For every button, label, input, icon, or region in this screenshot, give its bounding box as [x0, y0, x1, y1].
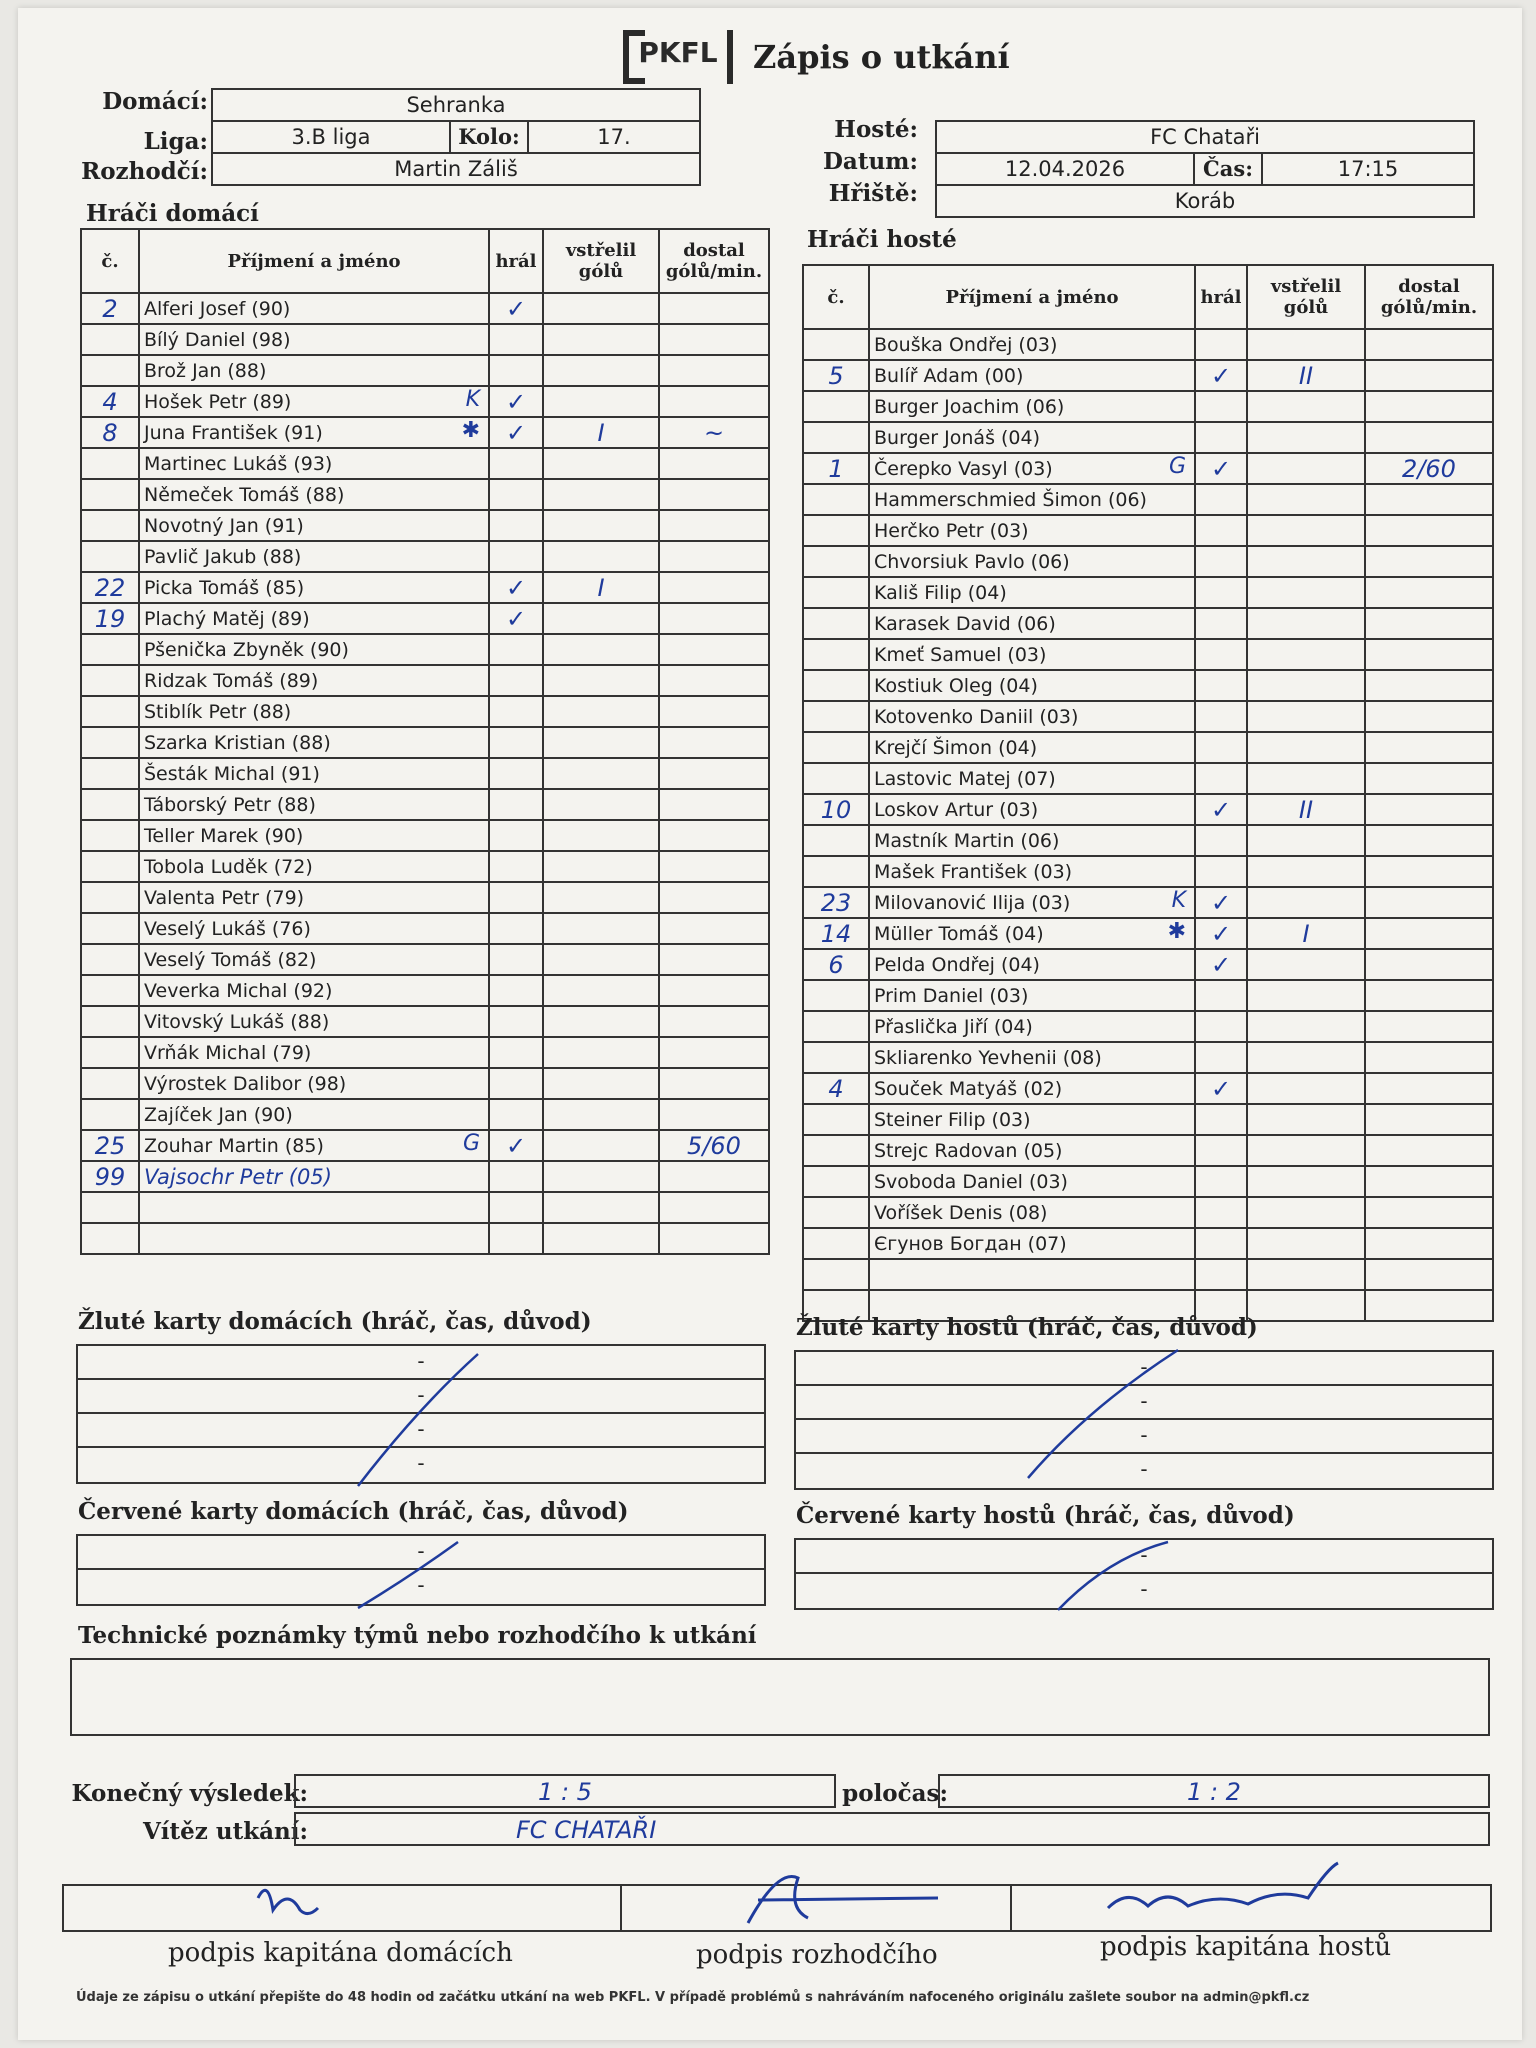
played-check[interactable]: ✓	[1195, 360, 1247, 391]
player-name-text: Plachý Matěj (89)	[144, 607, 310, 630]
player-name-text: Herčko Petr (03)	[874, 519, 1029, 542]
player-mark: ✱	[1167, 919, 1186, 944]
player-name-text: Brož Jan (88)	[144, 359, 267, 382]
player-name-text: Novotný Jan (91)	[144, 514, 304, 537]
player-name-text: Müller Tomáš (04)	[874, 922, 1044, 945]
player-name-text: Souček Matyáš (02)	[874, 1077, 1063, 1100]
goals-scored[interactable]: II	[1247, 360, 1365, 391]
player-number[interactable]: 23	[803, 887, 869, 918]
strike-line	[358, 1354, 478, 1486]
player-name-text: Єгунов Богдан (07)	[874, 1232, 1067, 1255]
half-time-label: poločas:	[842, 1780, 948, 1807]
player-name-text: Steiner Filip (03)	[874, 1108, 1031, 1131]
player-name-text: Karasek David (06)	[874, 612, 1056, 635]
played-check[interactable]: ✓	[489, 603, 543, 634]
goals-scored[interactable]: I	[543, 417, 659, 448]
home-team-field[interactable]: Sehranka	[211, 88, 701, 122]
card-row[interactable]: -	[78, 1380, 764, 1414]
col-num: č.	[81, 229, 139, 293]
page-title: Zápis o utkání	[753, 38, 1010, 76]
player-number[interactable]: 22	[81, 572, 139, 603]
logo-text: PKFL	[638, 36, 718, 69]
player-name-text: Pavlič Jakub (88)	[144, 545, 302, 568]
player-name-text: Kotovenko Daniil (03)	[874, 705, 1079, 728]
round-label: Kolo:	[449, 120, 529, 154]
player-name-text: Kališ Filip (04)	[874, 581, 1007, 604]
goals-conceded[interactable]: 2/60	[1365, 453, 1493, 484]
league-field[interactable]: 3.B liga	[211, 120, 451, 154]
time-label: Čas:	[1193, 152, 1263, 186]
player-name-text: Výrostek Dalibor (98)	[144, 1072, 347, 1095]
strike-line	[1028, 1350, 1178, 1478]
away-team-field[interactable]: FC Chataři	[935, 120, 1475, 154]
player-number[interactable]: 1	[803, 453, 869, 484]
league-label: Liga:	[143, 128, 208, 155]
player-name-text: Lastovic Matej (07)	[874, 767, 1056, 790]
time-field[interactable]: 17:15	[1261, 152, 1475, 186]
player-number[interactable]: 6	[803, 949, 869, 980]
col-conceded: dostal gólů/min.	[659, 229, 769, 293]
player-name-text: Vrňák Michal (79)	[144, 1041, 312, 1064]
player-name-text: Burger Jonáš (04)	[874, 426, 1041, 449]
played-check[interactable]: ✓	[1195, 1073, 1247, 1104]
player-name-text: Mastník Martin (06)	[874, 829, 1060, 852]
player-number[interactable]: 14	[803, 918, 869, 949]
away-red-title: Červené karty hostů (hráč, čas, důvod)	[796, 1502, 1295, 1529]
player-name-text: Szarka Kristian (88)	[144, 731, 331, 754]
half-time-field[interactable]: 1 : 2	[938, 1774, 1490, 1808]
away-captain-signature	[1108, 1863, 1338, 1908]
player-name-text: Němeček Tomáš (88)	[144, 483, 345, 506]
player-number[interactable]: 4	[803, 1073, 869, 1104]
away-yellow-title: Žluté karty hostů (hráč, čas, důvod)	[796, 1314, 1258, 1341]
player-name-text: Valenta Petr (79)	[144, 886, 305, 909]
match-sheet	[18, 8, 1522, 2040]
date-field[interactable]: 12.04.2026	[935, 152, 1195, 186]
player-number[interactable]: 5	[803, 360, 869, 391]
col-played: hrál	[1195, 265, 1247, 329]
col-name: Příjmení a jméno	[869, 265, 1195, 329]
goals-scored[interactable]: I	[1247, 918, 1365, 949]
home-players-title: Hráči domácí	[86, 200, 259, 227]
away-players-title: Hráči hosté	[807, 226, 957, 253]
player-name-text: Martinec Lukáš (93)	[144, 452, 333, 475]
card-row[interactable]: -	[1140, 1457, 1148, 1481]
card-row[interactable]: -	[1140, 1577, 1148, 1601]
player-mark: G	[1168, 454, 1186, 479]
goals-conceded[interactable]: 5/60	[659, 1130, 769, 1161]
played-check[interactable]: ✓	[489, 417, 543, 448]
strike-line	[1058, 1542, 1168, 1610]
col-scored: vstřelil gólů	[543, 229, 659, 293]
player-name-text: Stiblík Petr (88)	[144, 700, 292, 723]
card-row[interactable]: -	[78, 1414, 764, 1448]
away-captain-signature-label: podpis kapitána hostů	[1100, 1932, 1392, 1962]
col-conceded: dostal gólů/min.	[1365, 265, 1493, 329]
player-name-text: Vajsochr Petr (05)	[144, 1164, 332, 1189]
goals-conceded[interactable]: ~	[659, 417, 769, 448]
player-name-text: Veselý Lukáš (76)	[144, 917, 311, 940]
card-row[interactable]: -	[796, 1352, 1492, 1386]
notes-box[interactable]	[70, 1658, 1490, 1736]
col-played: hrál	[489, 229, 543, 293]
played-check[interactable]: ✓	[489, 386, 543, 417]
player-name-text: Zouhar Martin (85)	[144, 1134, 324, 1157]
played-check[interactable]: ✓	[1195, 887, 1247, 918]
player-name-text: Vitovský Lukáš (88)	[144, 1010, 330, 1033]
pitch-label: Hřiště:	[828, 180, 918, 207]
player-mark: G	[462, 1131, 480, 1156]
pitch-field[interactable]: Koráb	[935, 184, 1475, 218]
player-name-text: Zajíček Jan (90)	[144, 1103, 293, 1126]
home-red-title: Červené karty domácích (hráč, čas, důvod)	[78, 1498, 629, 1525]
player-mark: K	[465, 387, 480, 412]
player-name-text: Tobola Luděk (72)	[144, 855, 313, 878]
card-row[interactable]: -	[78, 1346, 764, 1380]
player-name-text: Bílý Daniel (98)	[144, 328, 291, 351]
played-check[interactable]: ✓	[1195, 918, 1247, 949]
date-label: Datum:	[822, 148, 918, 175]
player-name-text: Pšenička Zbyněk (90)	[144, 638, 349, 661]
player-name-text: Čerepko Vasyl (03)	[874, 457, 1053, 480]
player-name-text: Alferi Josef (90)	[144, 297, 291, 320]
player-name-text: Skliarenko Yevhenii (08)	[874, 1046, 1102, 1069]
col-scored: vstřelil gólů	[1247, 265, 1365, 329]
col-num: č.	[803, 265, 869, 329]
player-name-text: Juna František (91)	[144, 421, 323, 444]
home-yellow-title: Žluté karty domácích (hráč, čas, důvod)	[78, 1308, 592, 1335]
played-check[interactable]: ✓	[1195, 949, 1247, 980]
player-name-text: Šesták Michal (91)	[144, 762, 320, 785]
card-row[interactable]: -	[78, 1536, 764, 1570]
card-row[interactable]: -	[417, 1451, 425, 1475]
card-row[interactable]: -	[796, 1386, 1492, 1420]
player-name-text: Hammerschmied Šimon (06)	[874, 488, 1147, 511]
col-name: Příjmení a jméno	[139, 229, 489, 293]
player-name-text: Veselý Tomáš (82)	[144, 948, 317, 971]
player-name-text: Krejčí Šimon (04)	[874, 736, 1038, 759]
referee-label: Rozhodčí:	[81, 158, 208, 185]
player-number[interactable]: 99	[81, 1161, 139, 1192]
card-row[interactable]: -	[796, 1420, 1492, 1454]
player-mark: K	[1171, 888, 1186, 913]
player-number[interactable]: 2	[81, 293, 139, 324]
final-result-field[interactable]: 1 : 5	[294, 1774, 836, 1808]
player-name-text: Kmeť Samuel (03)	[874, 643, 1047, 666]
played-check[interactable]: ✓	[489, 572, 543, 603]
player-name-text: Hošek Petr (89)	[144, 390, 292, 413]
goals-scored[interactable]: I	[543, 572, 659, 603]
player-name-text: Přaslička Jiří (04)	[874, 1015, 1033, 1038]
final-result-label: Konečný výsledek:	[71, 1780, 308, 1807]
player-name-text: Veverka Michal (92)	[144, 979, 333, 1002]
player-number[interactable]: 4	[81, 386, 139, 417]
player-name-text: Milovanović Ilija (03)	[874, 891, 1071, 914]
player-number[interactable]: 10	[803, 794, 869, 825]
away-label: Hosté:	[834, 116, 918, 143]
referee-field[interactable]: Martin Záliš	[211, 152, 701, 186]
player-name-text: Chvorsiuk Pavlo (06)	[874, 550, 1070, 573]
home-captain-signature	[258, 1890, 318, 1913]
player-name-text: Bouška Ondřej (03)	[874, 333, 1058, 356]
player-name-text: Picka Tomáš (85)	[144, 576, 305, 599]
player-name-text: Voříšek Denis (08)	[874, 1201, 1048, 1224]
player-number[interactable]: 25	[81, 1130, 139, 1161]
card-strike-lines	[18, 8, 1522, 1648]
player-name-text: Strejc Radovan (05)	[874, 1139, 1063, 1162]
player-name-text: Teller Marek (90)	[144, 824, 304, 847]
referee-signature-label: podpis rozhodčího	[696, 1940, 938, 1970]
round-field[interactable]: 17.	[527, 120, 701, 154]
player-name-text: Prim Daniel (03)	[874, 984, 1029, 1007]
winner-field[interactable]: FC CHATAŘI	[294, 1812, 1490, 1846]
played-check[interactable]: ✓	[1195, 794, 1247, 825]
card-row[interactable]: -	[417, 1573, 425, 1597]
notes-title: Technické poznámky týmů nebo rozhodčího k utkání	[78, 1622, 757, 1649]
card-row[interactable]: -	[796, 1540, 1492, 1574]
player-name-text: Mašek František (03)	[874, 860, 1073, 883]
referee-signature	[748, 1876, 938, 1923]
home-captain-signature-label: podpis kapitána domácích	[168, 1938, 513, 1968]
winner-label: Vítěz utkání:	[142, 1818, 308, 1845]
strike-line	[358, 1542, 458, 1608]
played-check[interactable]: ✓	[489, 1130, 543, 1161]
player-name-text: Táborský Petr (88)	[144, 793, 316, 816]
played-check[interactable]: ✓	[489, 293, 543, 324]
player-number[interactable]: 19	[81, 603, 139, 634]
footer-note: Údaje ze zápisu o utkání přepište do 48 hodin od začátku utkání na web PKFL. V případě problémů s nahráváním nafoceného originálu zašlete soubor na admin@pkfl.cz	[76, 1990, 1310, 2005]
goals-scored[interactable]: II	[1247, 794, 1365, 825]
player-name-text: Loskov Artur (03)	[874, 798, 1039, 821]
home-label: Domácí:	[102, 88, 208, 115]
player-mark: ✱	[461, 418, 480, 443]
player-name-text: Ridzak Tomáš (89)	[144, 669, 319, 692]
player-name-text: Pelda Ondřej (04)	[874, 953, 1040, 976]
player-number[interactable]: 8	[81, 417, 139, 448]
player-name-text: Bulíř Adam (00)	[874, 364, 1024, 387]
player-name-text: Svoboda Daniel (03)	[874, 1170, 1068, 1193]
player-name-text: Burger Joachim (06)	[874, 395, 1065, 418]
player-name-text: Kostiuk Oleg (04)	[874, 674, 1038, 697]
played-check[interactable]: ✓	[1195, 453, 1247, 484]
